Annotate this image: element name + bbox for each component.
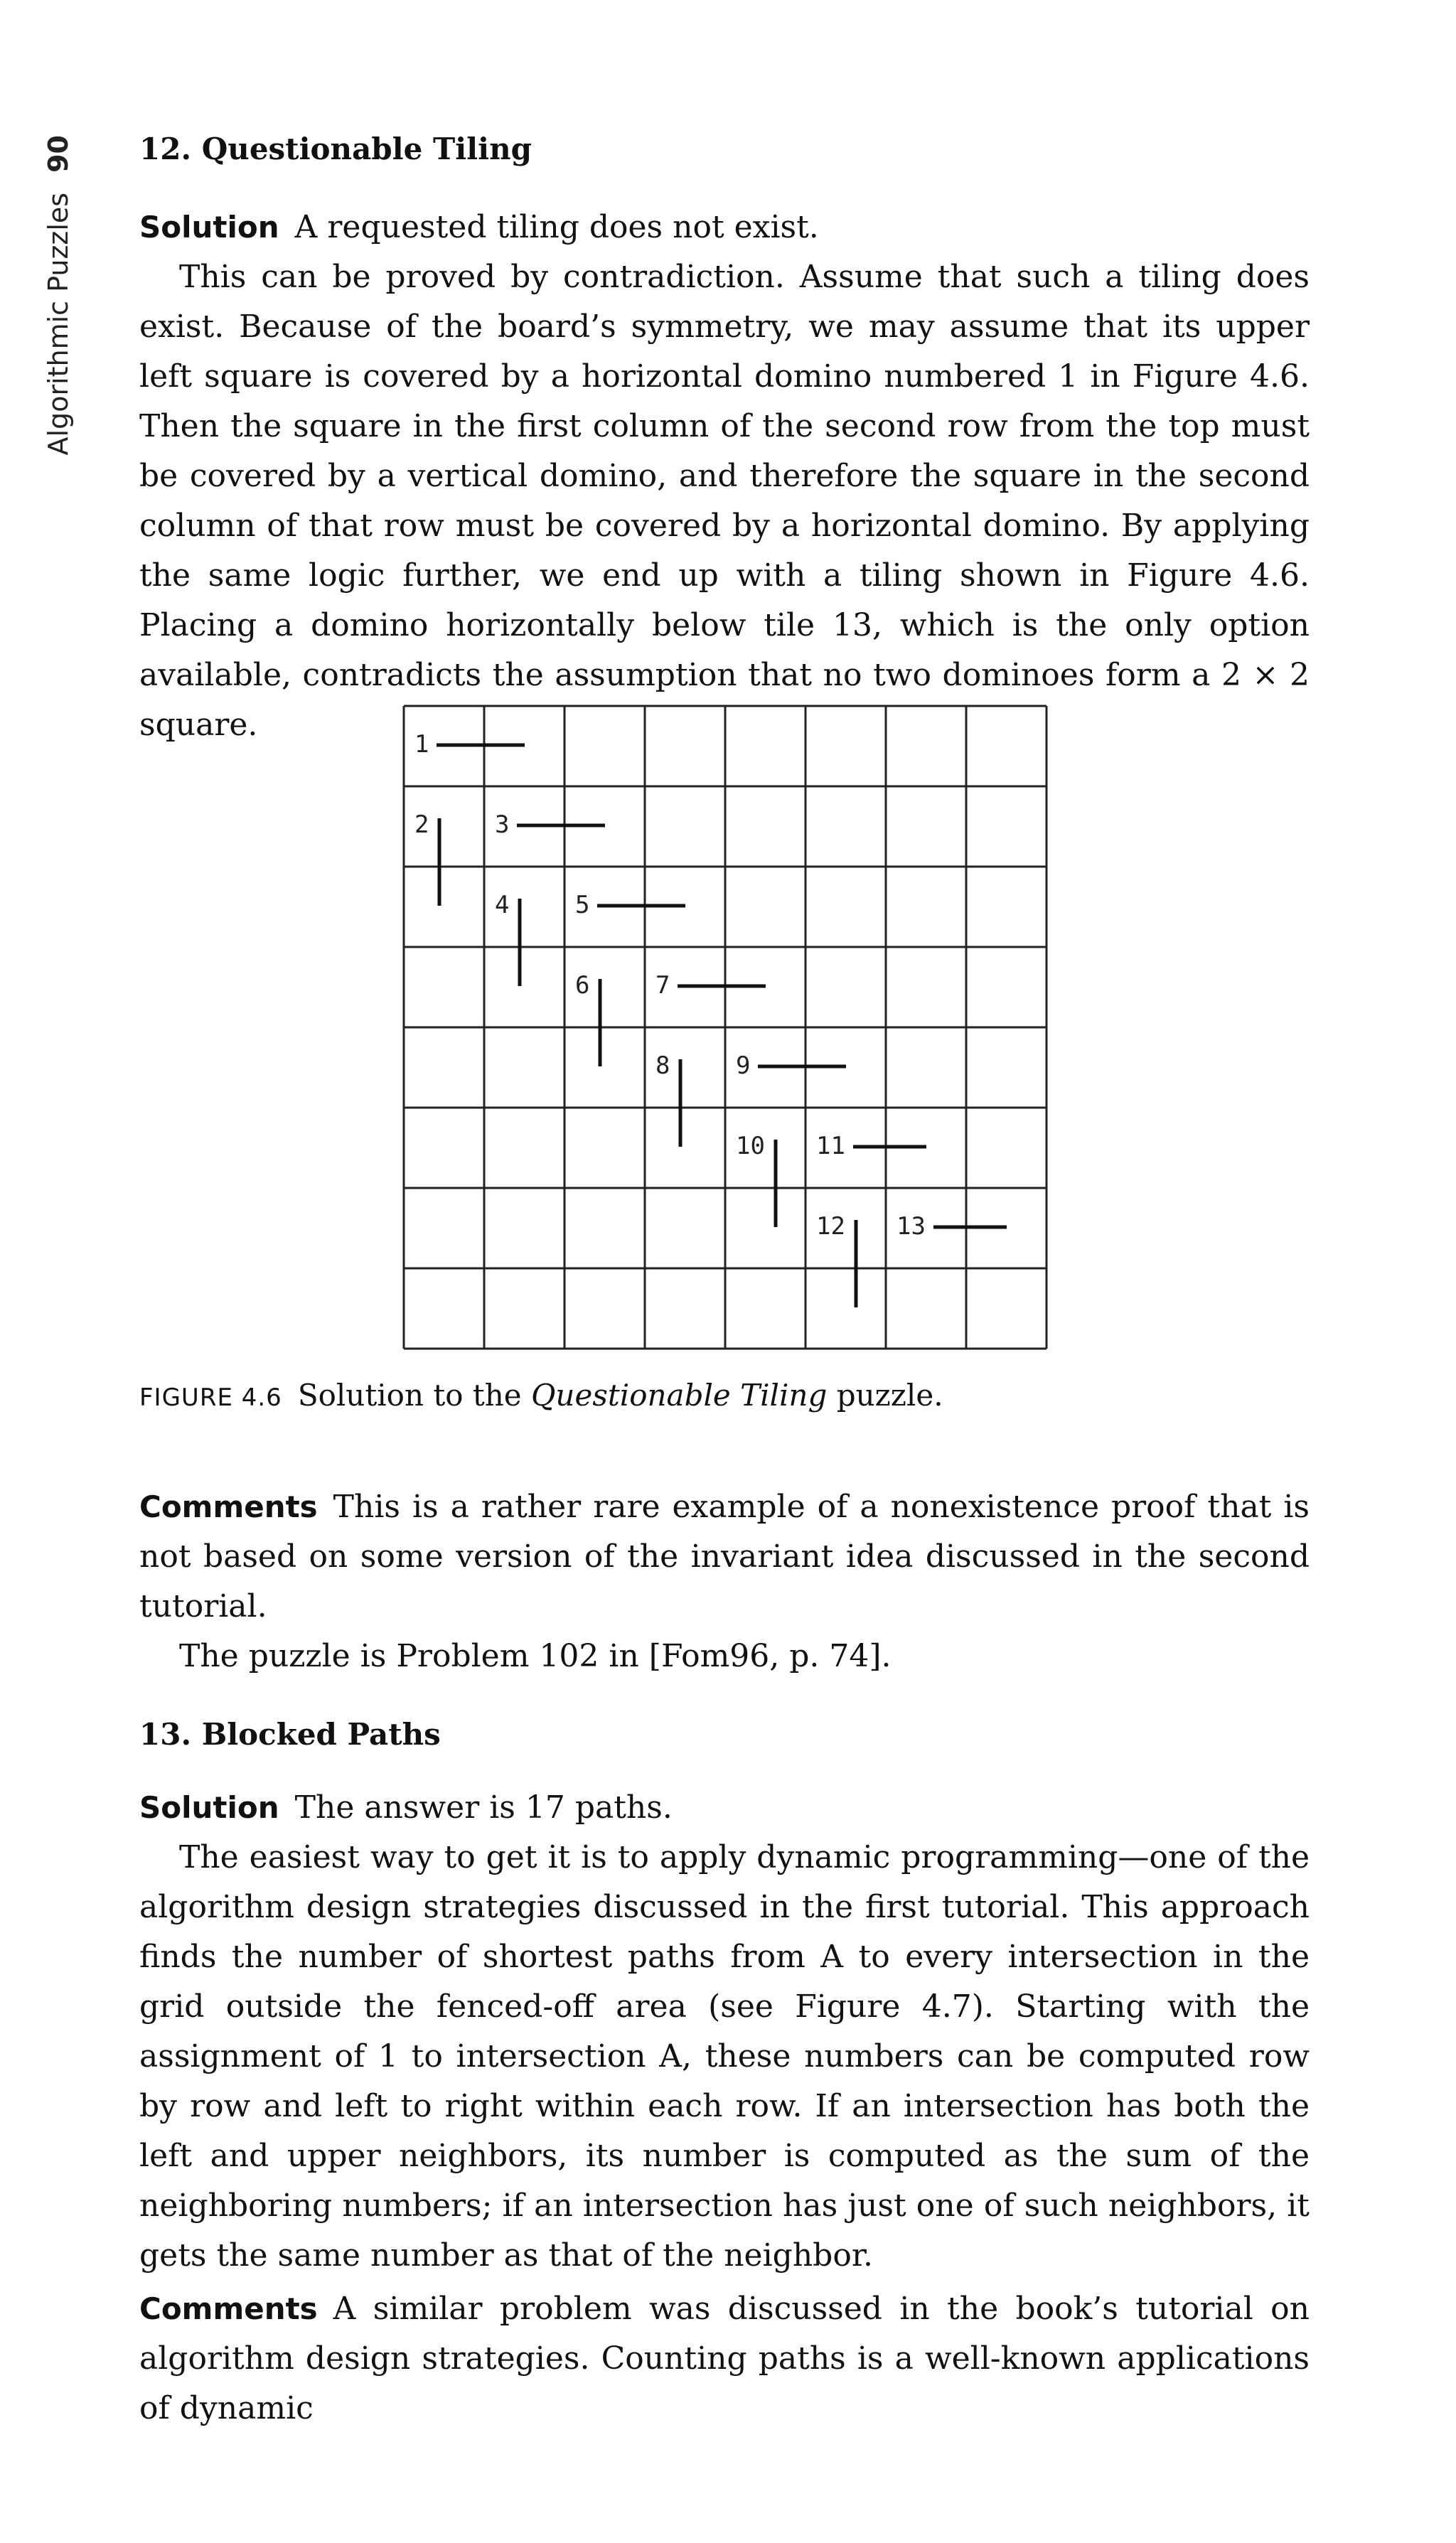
- domino-label: 5: [575, 891, 590, 919]
- domino-label: 9: [736, 1051, 751, 1080]
- figure-label: FIGURE 4.6: [139, 1383, 282, 1412]
- domino-label: 2: [414, 810, 429, 839]
- running-head: [37, 135, 80, 505]
- domino-label: 1: [414, 730, 429, 759]
- section-13-heading: 13. Blocked Paths: [139, 1717, 441, 1752]
- section-12-heading: 12. Questionable Tiling: [139, 132, 532, 166]
- solution-text-13: The answer is 17 paths.: [294, 1789, 673, 1826]
- comments-label: Comments: [139, 1489, 318, 1524]
- dynamic-programming-paragraph: The easiest way to get it is to apply dynamic programming—one of the algorithm design strategies discussed in the first tutorial. This approach finds the number of shortest paths from A to every intersection in the grid outside the fenced-off area (see Figure 4.7). Starting with the assignment of 1 to intersection A, these numbers can be computed row by row and left to right within each row. If an intersection has both the left and upper neighbors, its number is computed as the sum of the neighboring numbers; if an intersection has just one of such neighbors, it gets the same number as that of the neighbor.: [139, 1839, 1310, 2274]
- section-12-comments: [139, 1482, 1310, 1681]
- domino-label: 12: [816, 1212, 845, 1241]
- caption-prefix: Solution to the: [297, 1378, 531, 1413]
- comments-label-13: Comments: [139, 2291, 318, 2326]
- figure-caption: [139, 1378, 943, 1413]
- solution-label: Solution: [139, 210, 279, 245]
- domino-label: 4: [495, 891, 510, 919]
- running-head-title: Algorithmic Puzzles: [43, 192, 74, 456]
- domino-label: 8: [655, 1051, 670, 1080]
- domino-label: 10: [736, 1132, 765, 1160]
- domino-label: 6: [575, 971, 590, 1000]
- section-12-body: [139, 203, 1310, 750]
- comments-text-13: A similar problem was discussed in the book’s tutorial on algorithm design strategies. Counting paths is a well-known applications of dynamic: [139, 2291, 1310, 2426]
- figure-4-6-domino-grid: [402, 704, 1056, 1354]
- caption-suffix: puzzle.: [827, 1378, 943, 1413]
- comments-text: This is a rather rare example of a nonexistence proof that is not based on some version of the invariant idea discussed in the second tutorial.: [139, 1489, 1310, 1624]
- solution-text: A requested tiling does not exist.: [294, 209, 819, 245]
- proof-paragraph: This can be proved by contradiction. Assume that such a tiling does exist. Because of the board’s symmetry, we may assume that its upper left square is covered by a horizontal domino numbered 1 in Figure 4.6. Then the square in the first column of the second row from the top must be covered by a vertical domino, and therefore the square in the second column of that row must be covered by a horizontal domino. By applying the same logic further, we end up with a tiling shown in Figure 4.6. Placing a domino horizontally below tile 13, which is the only option available, contradicts the assumption that no two dominoes form a 2 × 2 square.: [139, 259, 1310, 743]
- section-13-body: [139, 1783, 1310, 2281]
- caption-puzzle-name: Questionable Tiling: [531, 1378, 828, 1413]
- domino-label: 3: [495, 810, 510, 839]
- solution-label-13: Solution: [139, 1790, 279, 1825]
- page-number: 90: [43, 135, 74, 173]
- domino-label: 7: [655, 971, 670, 1000]
- domino-label: 13: [896, 1212, 926, 1241]
- domino-label: 11: [816, 1132, 845, 1160]
- section-13-comments: [139, 2284, 1310, 2434]
- source-reference: The puzzle is Problem 102 in [Fom96, p. 74].: [179, 1638, 892, 1674]
